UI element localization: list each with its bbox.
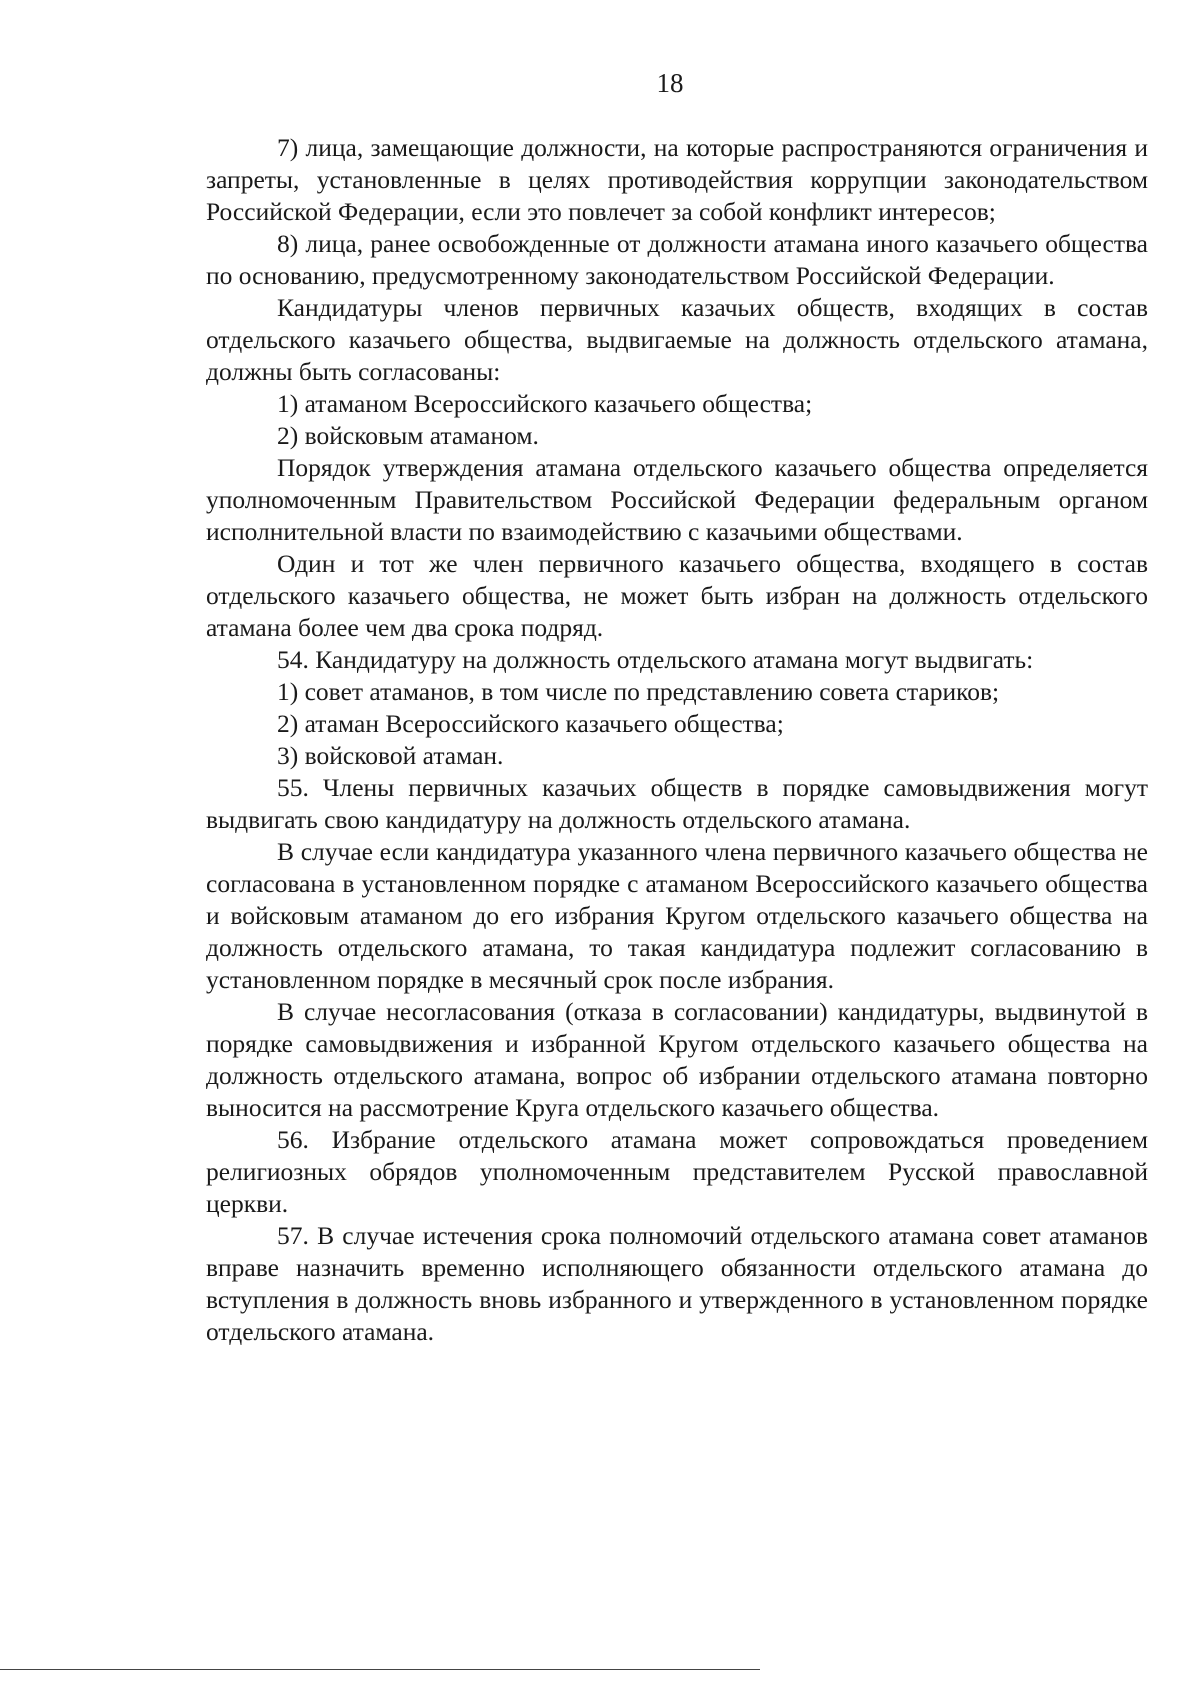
paragraph-article-55: 55. Члены первичных казачьих обществ в порядке самовыдвижения могут выдвигать свою кандидатуру на должность отдельского атамана. [206, 773, 1148, 834]
paragraph-approval-procedure: Порядок утверждения атамана отдельского казачьего общества определяется уполномоченным Правительством Российской Федерации федеральным органом исполнительной власти по взаимодействию с казачьими обществами. [206, 453, 1148, 546]
paragraph-term-limit: Один и тот же член первичного казачьего общества, входящего в состав отдельского казачьего общества, не может быть избран на должность отдельского атамана более чем два срока подряд. [206, 549, 1148, 642]
paragraph-article-57: 57. В случае истечения срока полномочий отдельского атамана совет атаманов вправе назначить временно исполняющего обязанности отдельского атамана до вступления в должность вновь избранного и утвержденного в установленном порядке отдельского атамана. [206, 1221, 1148, 1346]
document-body [206, 132, 1148, 1348]
page-number: 18 [656, 68, 684, 98]
paragraph-candidate-approval: Кандидатуры членов первичных казачьих обществ, входящих в состав отдельского казачьего общества, выдвигаемые на должность отдельского атамана, должны быть согласованы: [206, 293, 1148, 386]
paragraph-article-54: 54. Кандидатуру на должность отдельского атамана могут выдвигать: [277, 645, 1034, 674]
paragraph-nominator-1: 1) совет атаманов, в том числе по представлению совета стариков; [277, 677, 1000, 706]
paragraph-approval-2: 2) войсковым атаманом. [277, 421, 539, 450]
paragraph-nominator-2: 2) атаман Всероссийского казачьего общества; [277, 709, 784, 738]
bottom-divider [0, 1669, 760, 1670]
paragraph-item-7: 7) лица, замещающие должности, на которые распространяются ограничения и запреты, установленные в целях противодействия коррупции законодательством Российской Федерации, если это повлечет за собой конфликт интересов; [206, 133, 1148, 226]
paragraph-article-56: 56. Избрание отдельского атамана может сопровождаться проведением религиозных обрядов уполномоченным представителем Русской православной церкви. [206, 1125, 1148, 1218]
paragraph-item-8: 8) лица, ранее освобожденные от должности атамана иного казачьего общества по основанию, предусмотренному законодательством Российской Федерации. [206, 229, 1148, 290]
paragraph-unapproved-candidate: В случае если кандидатура указанного члена первичного казачьего общества не согласована в установленном порядке с атаманом Всероссийского казачьего общества и войсковым атаманом до его избрания Кругом отдельского казачьего общества на должность отдельского атамана, то такая кандидатура подлежит согласованию в установленном порядке в месячный срок после избрания. [206, 837, 1148, 994]
paragraph-refusal: В случае несогласования (отказа в согласовании) кандидатуры, выдвинутой в порядке самовыдвижения и избранной Кругом отдельского казачьего общества на должность отдельского атамана, вопрос об избрании отдельского атамана повторно выносится на рассмотрение Круга отдельского казачьего общества. [206, 997, 1148, 1122]
paragraph-nominator-3: 3) войсковой атаман. [277, 741, 504, 770]
paragraph-approval-1: 1) атаманом Всероссийского казачьего общества; [277, 389, 813, 418]
